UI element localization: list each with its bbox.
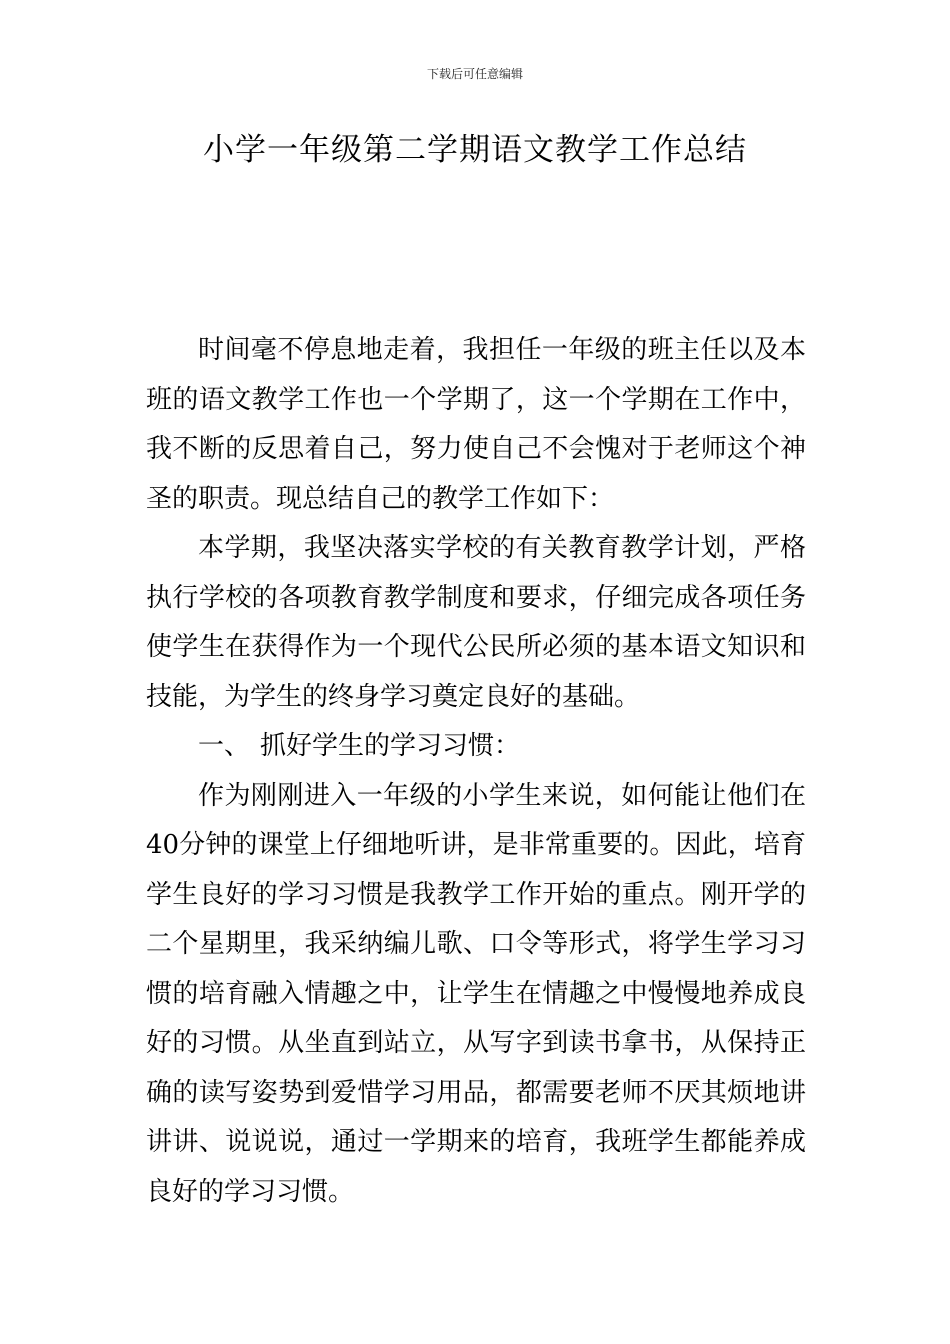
section-paragraph: 作为刚刚进入一年级的小学生来说，如何能让他们在40分钟的课堂上仔细地听讲，是非常重要的。因此，培育学生良好的学习习惯是我教学工作开始的重点。刚开学的二个星期里，我采纳编儿歌、口令等形式，将学生学习习惯的培育融入情趣之中，让学生在情趣之中慢慢地养成良好的习惯。从坐直到站立，从写字到读书拿书，从保持正确的读写姿势到爱惜学习用品，都需要老师不厌其烦地讲讲讲、说说说，通过一学期来的培育，我班学生都能养成良好的学习习惯。 [146,780,806,1207]
section-title: 抓好学生的学习习惯： [260,731,521,761]
header-note: 下载后可任意编辑 [426,67,523,81]
semester-paragraph: 本学期，我坚决落实学校的有关教育教学计划，严格执行学校的各项教育教学制度和要求，仔细完成各项任务使学生在获得作为一个现代公民所必须的基本语文知识和技能，为学生的终身学习奠定良好的基础。 [146,533,806,712]
section-number: 一、 [198,731,251,761]
intro-paragraph: 时间毫不停息地走着，我担任一年级的班主任以及本班的语文教学工作也一个学期了，这一个学期在工作中，我不断的反思着自己，努力使自己不会愧对于老师这个神圣的职责。现总结自己的教学工作如下： [146,335,806,514]
document-body [146,326,806,1217]
section-heading [146,722,806,772]
document-title: 小学一年级第二学期语文教学工作总结 [203,132,747,168]
